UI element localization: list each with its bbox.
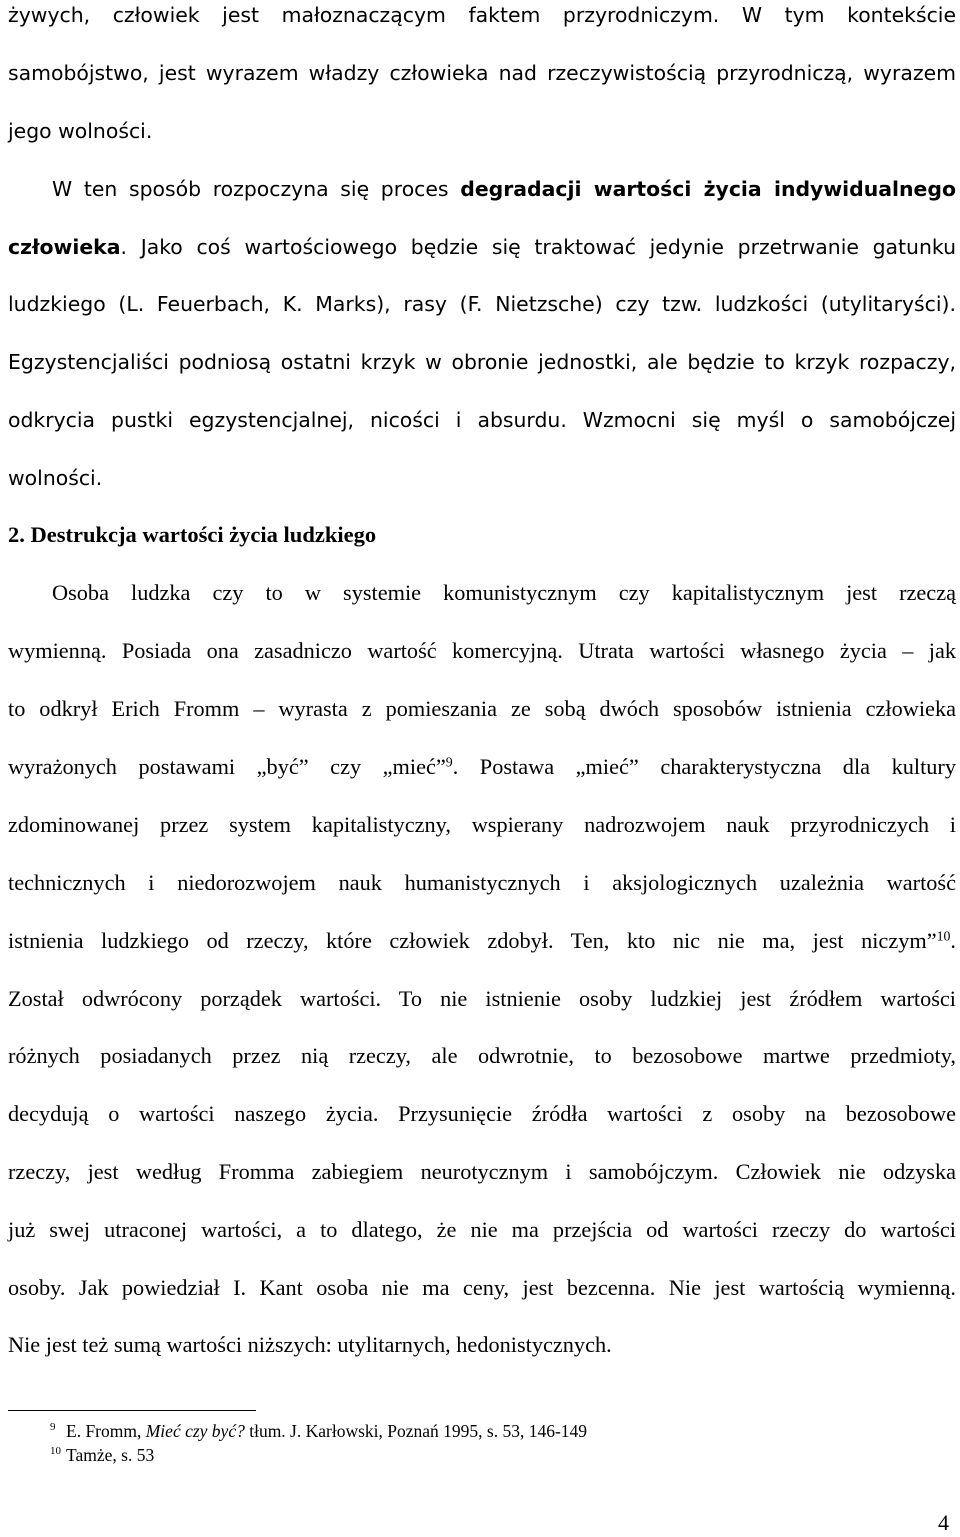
footnote-number: 9 [50,1421,56,1433]
bold-text: degradacji wartości życia indywidualnego [460,177,956,201]
text-segment: Tamże, s. 53 [66,1445,155,1465]
text-line-7 [8,347,956,377]
text-line-4 [52,174,956,204]
text-line-2 [8,58,956,88]
text-segment: E. Fromm, [66,1421,146,1441]
text-segment: to odkrył Erich Fromm – wyrasta z pomieszania ze sobą dwóch sposobów istnienia człowieka [8,696,956,721]
text-line-6 [8,289,956,319]
text-line-1 [8,0,956,30]
footnote-reference: 10 [936,928,951,944]
text-line-18 [8,984,956,1014]
text-segment: technicznych i niedorozwojem nauk humanistycznych i aksjologicznych uzależnia wartość [8,870,956,895]
text-segment: Został odwrócony porządek wartości. To nie istnienie osoby ludzkiej jest źródłem wartości [8,986,956,1011]
footnote-text [52,1445,154,1465]
bold-text: człowieka [8,235,121,259]
text-segment: zdominowanej przez system kapitalistyczny, wspierany nadrozwojem nauk przyrodniczych i [8,812,956,837]
text-line-3 [8,116,956,146]
text-line-16 [8,868,956,898]
text-segment: odkrycia pustki egzystencjalnej, nicości i absurdu. Wzmocni się myśl o samobójczej [8,408,956,432]
text-segment: różnych posiadanych przez nią rzeczy, ale odwrotnie, to bezosobowe martwe przedmioty, [8,1043,956,1068]
section-heading [8,520,956,550]
text-segment: wolności. [8,466,103,490]
text-segment: wymienną. Posiada ona zasadniczo wartość komercyjną. Utrata wartości własnego życia – jak [8,638,956,663]
text-segment: już swej utraconej wartości, a to dlatego, że nie ma przejścia od wartości rzeczy do wartości [8,1217,956,1242]
text-line-9 [8,463,956,493]
text-segment: Egzystencjaliści podniosą ostatni krzyk w obronie jednostki, ale będzie to krzyk rozpaczy, [8,350,956,374]
text-line-13 [8,694,956,724]
text-segment: 2. Destrukcja wartości życia ludzkiego [8,522,377,547]
text-segment: wyrażonych postawami „być” czy „mieć” [8,754,446,779]
footnote-text [52,1421,587,1441]
text-segment: decydują o wartości naszego życia. Przysunięcie źródła wartości z osoby na bezosobowe [8,1101,956,1126]
text-segment: żywych, człowiek jest małoznaczącym faktem przyrodniczym. W tym kontekście [8,3,956,27]
text-line-22 [8,1215,956,1245]
text-line-17 [8,926,956,956]
text-line-12 [8,636,956,666]
footnote-divider [8,1410,256,1411]
text-line-15 [8,810,956,840]
text-line-21 [8,1157,956,1187]
footnote-10 [52,1444,154,1466]
text-segment: jego wolności. [8,119,153,143]
page-number: 4 [938,1510,949,1535]
text-segment: istnienia ludzkiego od rzeczy, które człowiek zdobył. Ten, kto nic nie ma, jest niczym” [8,928,937,953]
text-line-20 [8,1099,956,1129]
footnote-reference: 9 [445,754,453,770]
text-segment: . [950,928,956,953]
text-segment: Nie jest też sumą wartości niższych: utylitarnych, hedonistycznych. [8,1332,612,1357]
text-line-14 [8,752,956,782]
text-line-5 [8,232,956,262]
footnote-9 [52,1420,587,1442]
text-segment: . Postawa „mieć” charakterystyczna dla kultury [452,754,956,779]
text-line-8 [8,405,956,435]
text-segment: osoby. Jak powiedział I. Kant osoba nie ma ceny, jest bezcenna. Nie jest wartością wymienną. [8,1275,956,1300]
italic-text: Mieć czy być? [145,1421,245,1441]
footnote-number: 10 [50,1445,61,1457]
text-segment: rzeczy, jest według Fromma zabiegiem neurotycznym i samobójczym. Człowiek nie odzyska [8,1159,956,1184]
text-line-11 [52,578,956,608]
text-segment: . Jako coś wartościowego będzie się traktować jedynie przetrwanie gatunku [120,235,956,259]
text-line-19 [8,1041,956,1071]
text-segment: samobójstwo, jest wyrazem władzy człowieka nad rzeczywistością przyrodniczą, wyrazem [8,61,956,85]
text-segment: Osoba ludzka czy to w systemie komunistycznym czy kapitalistycznym jest rzeczą [52,580,956,605]
text-segment: ludzkiego (L. Feuerbach, K. Marks), rasy (F. Nietzsche) czy tzw. ludzkości (utylitaryści). [8,292,956,316]
text-line-23 [8,1273,956,1303]
text-segment: W ten sposób rozpoczyna się proces [52,177,461,201]
text-line-24 [8,1330,956,1360]
text-segment: tłum. J. Karłowski, Poznań 1995, s. 53, 146-149 [244,1421,588,1441]
